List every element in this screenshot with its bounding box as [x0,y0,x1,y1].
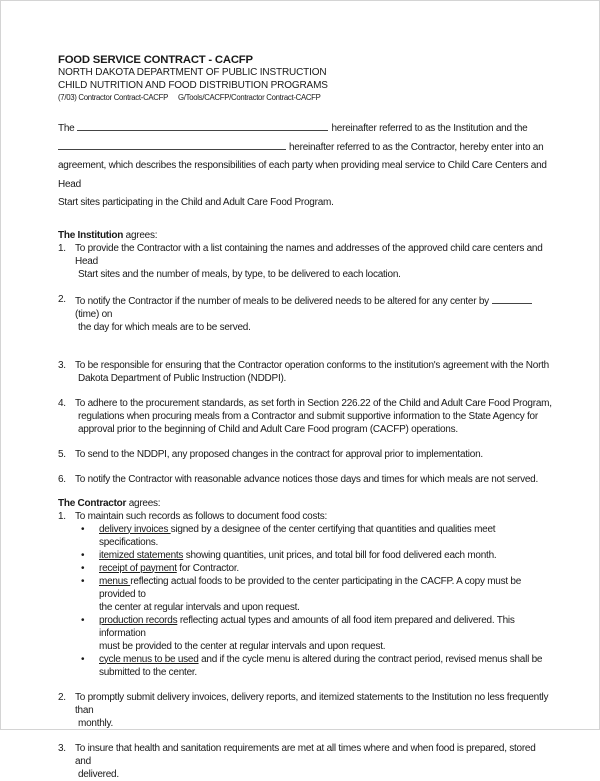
contractor-heading [58,497,553,510]
bullet-text: showing quantities, unit prices, and total bill for food delivered each month. [183,549,497,561]
bullet-term: itemized statements [99,549,184,561]
bullet-term: delivery invoices [99,523,171,535]
bullet-icon: • [81,614,85,626]
contractor-item-1 [58,510,553,523]
bullet-icon: • [81,523,85,535]
bullet-text: reflecting actual foods to be provided to the center participating in the CACFP. A copy must be provided to [99,575,522,600]
contractor-item-2 [58,691,553,730]
bullet-receipt-of-payment [81,562,553,575]
item-text: To promptly submit delivery invoices, delivery reports, and itemized statements to the Institution no less frequently than [75,691,549,716]
department-name: NORTH DAKOTA DEPARTMENT OF PUBLIC INSTRUCTION [58,67,327,78]
institution-item-1 [58,242,553,281]
item-text-cont: regulations when procuring meals from a Contractor and submit supportive information to the State Agency for [78,410,538,422]
bullet-text: signed by a designee of the center certifying that quantities and qualities meet specifications. [99,523,496,548]
time-blank[interactable] [492,293,532,304]
item-text: To notify the Contractor if the number of meals to be delivered needs to be altered for any center by [75,295,489,307]
document-reference [58,92,553,104]
contractor-list [58,510,553,523]
intro-the: The [58,123,75,134]
item-text-cont: delivered. [78,768,119,780]
item-text: To insure that health and sanitation requirements are met at all times where and when food is prepared, stored and [75,742,536,767]
intro-contractor-text: hereinafter referred to as the Contractor, hereby enter into an [289,141,544,153]
intro-paragraph [58,120,553,213]
contractor-list-cont [58,691,553,781]
institution-name-blank[interactable] [77,120,328,131]
contractor-heading-bold: The Contractor [58,497,127,509]
item-text: To send to the NDDPI, any proposed changes in the contract for approval prior to implementation. [75,448,483,460]
bullet-menus [81,575,553,614]
bullet-term: production records [99,614,178,626]
item-number: 4. [58,397,66,409]
bullet-text-cont: must be provided to the center at regular intervals and upon request. [99,640,386,652]
bullet-term: menus [99,575,131,587]
institution-heading [58,229,553,242]
item-text-cont: the day for which meals are to be served. [78,321,251,333]
intro-line-4: Start sites participating in the Child and Adult Care Food Program. [58,197,334,208]
bullet-text: and if the cycle menu is altered during the contract period, revised menus shall be [198,653,543,665]
document-title: FOOD SERVICE CONTRACT - CACFP [58,54,253,66]
contractor-item-3 [58,742,553,781]
item-text-cont: monthly. [78,717,114,729]
contractor-heading-rest: agrees: [126,497,161,509]
item-text-time: (time) on [75,308,113,320]
institution-item-3 [58,359,553,385]
institution-heading-bold: The Institution [58,229,124,241]
item-text-cont: Dakota Department of Public Instruction (NDDPI). [78,372,287,384]
bullet-icon: • [81,653,85,665]
contractor-name-blank[interactable] [58,139,286,150]
bullet-term: cycle menus to be used [99,653,199,665]
bullet-text-cont: submitted to the center. [99,666,197,678]
institution-item-2 [58,293,553,334]
item-text-cont: approval prior to the beginning of Child and Adult Care Food program (CACFP) operations. [78,423,458,435]
intro-line-3: agreement, which describes the responsibilities of each party when providing meal service to Child Care Centers and Head [58,160,547,190]
bullet-icon: • [81,562,85,574]
bullet-cycle-menus [81,653,553,679]
item-number: 5. [58,448,66,460]
institution-item-6 [58,473,553,486]
item-text: To maintain such records as follows to document food costs: [75,510,328,522]
item-text: To notify the Contractor with reasonable advance notices those days and times for which meals are not served. [75,473,539,485]
item-number: 1. [58,242,66,254]
document-content [58,54,553,781]
bullet-term: receipt of payment [99,562,177,574]
bullet-text: reflecting actual types and amounts of all food item prepared and delivered. This information [99,614,515,639]
reference-path: G/Tools/CACFP/Contractor Contract-CACFP [178,93,321,102]
bullet-icon: • [81,575,85,587]
program-name: CHILD NUTRITION AND FOOD DISTRIBUTION PROGRAMS [58,79,328,91]
item-number: 3. [58,742,66,754]
bullet-text-cont: the center at regular intervals and upon request. [99,601,300,613]
item-number: 1. [58,510,66,522]
item-text: To adhere to the procurement standards, as set forth in Section 226.22 of the Child and Adult Care Food Program, [75,397,552,409]
bullet-icon: • [81,549,85,561]
item-text-cont: Start sites and the number of meals, by type, to be delivered to each location. [78,268,401,280]
bullet-itemized-statements [81,549,553,562]
reference-code: (7/03) Contractor Contract-CACFP [58,93,168,102]
item-number: 2. [58,293,66,305]
bullet-text: for Contractor. [176,562,239,574]
item-text: To be responsible for ensuring that the Contractor operation conforms to the institution's agreement with the North [75,359,549,371]
bullet-delivery-invoices [81,523,553,549]
bullet-production-records [81,614,553,653]
intro-line-1 [58,120,553,139]
item-number: 6. [58,473,66,485]
institution-heading-rest: agrees: [123,229,158,241]
institution-list [58,242,553,486]
institution-item-5 [58,448,553,461]
institution-item-4 [58,397,553,436]
item-number: 3. [58,359,66,371]
records-bullet-list [58,523,553,679]
intro-line-2 [58,139,553,158]
item-number: 2. [58,691,66,703]
item-text: To provide the Contractor with a list containing the names and addresses of the approved child care centers and Head [75,242,543,267]
intro-institution-text: hereinafter referred to as the Institution and the [331,123,528,134]
